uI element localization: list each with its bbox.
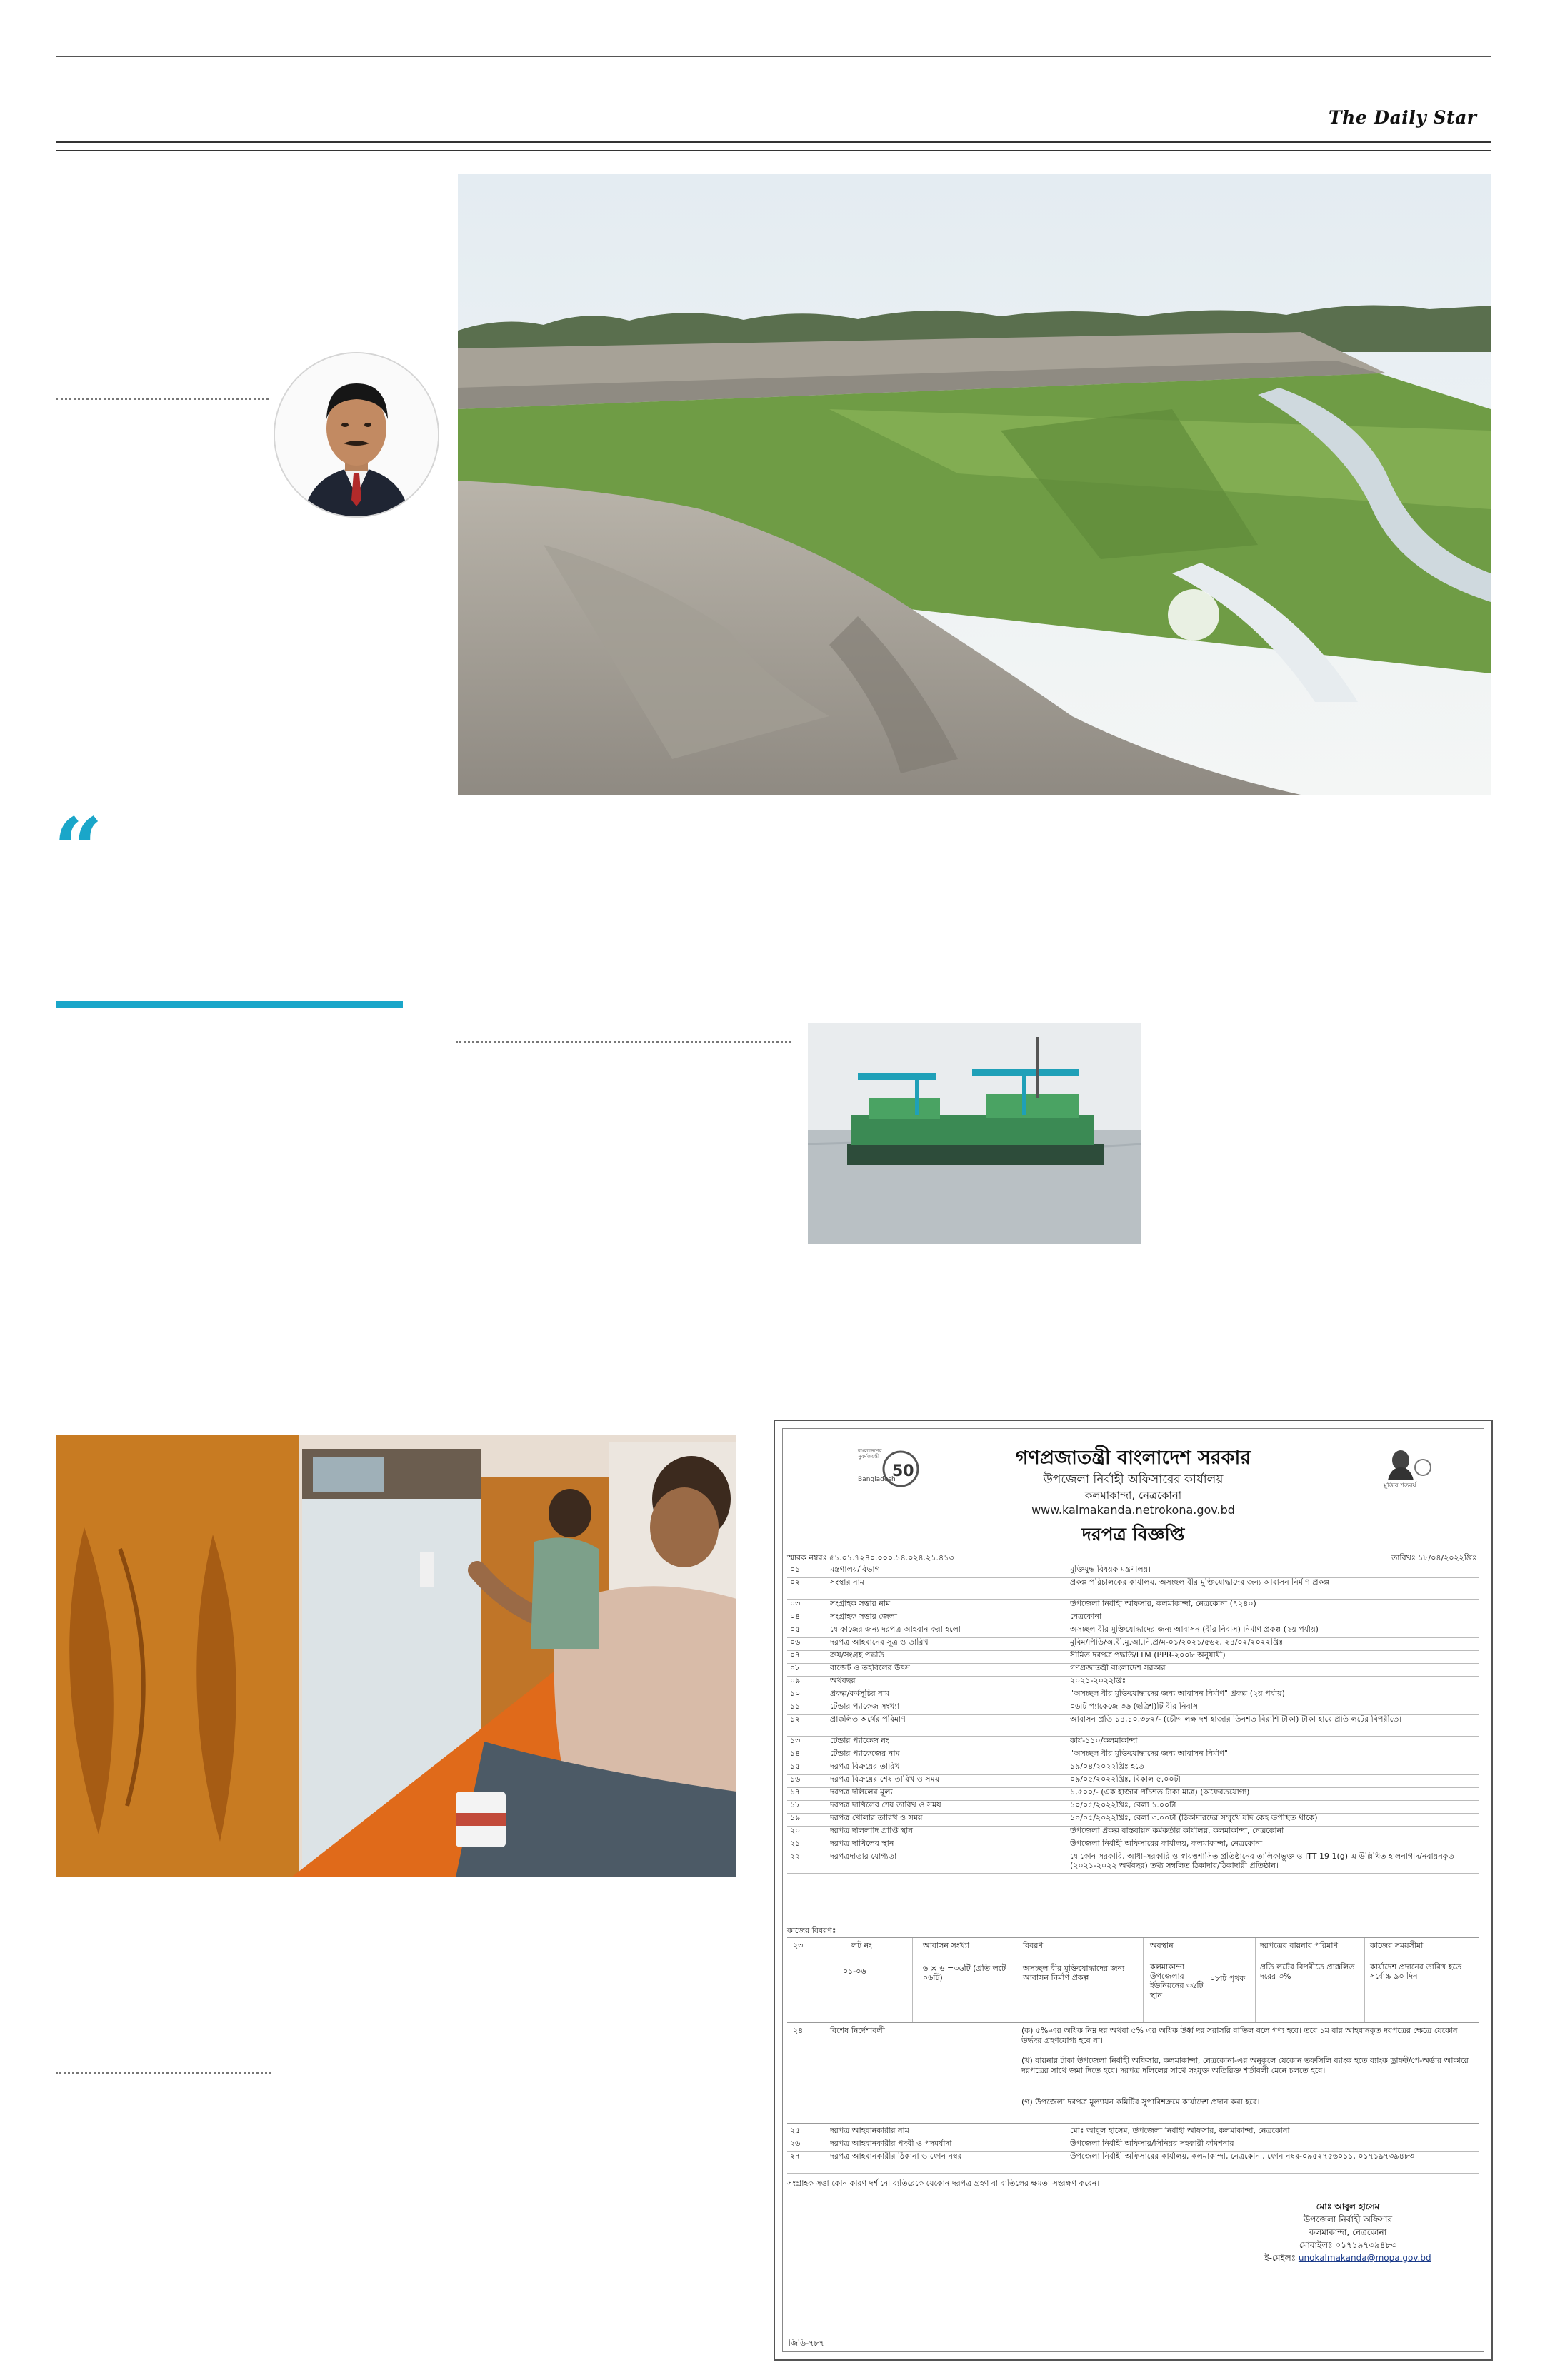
row-label: টেন্ডার প্যাকেজের নাম <box>830 1749 900 1758</box>
row-value: মুবিম/পিডি/অ.বী.মু.আ.নি.প্র/ম-০১/২০২১/৫৬২, ২৪/০২/২০২২খ্রিঃ <box>1070 1638 1284 1647</box>
notice-row <box>787 1625 1479 1638</box>
embankment-field-photo <box>458 174 1491 795</box>
header-double-rule <box>56 141 1491 151</box>
row-value: উপজেলা নির্বাহী অফিসারের কার্যালয়, কলমাকান্দা, নেত্রকোনা, ফোন নম্বর-০৯৫২৭৫৬০১১, ০১৭১৯৭৩৯৪৮৩ <box>1070 2152 1414 2161</box>
notice-row <box>787 1852 1479 1874</box>
row-value: মোঃ আবুল হাসেম, উপজেলা নির্বাহী অফিসার, কলমাকান্দা, নেত্রকোনা <box>1070 2127 1290 2135</box>
row-number: ২২ <box>790 1852 801 1861</box>
notice-website-link[interactable]: www.kalmakanda.netrokona.gov.bd <box>1031 1503 1235 1517</box>
row-number: ০৮ <box>790 1664 801 1672</box>
row-number: ২৭ <box>790 2152 801 2161</box>
notice-title: গণপ্রজাতন্ত্রী বাংলাদেশ সরকার <box>1015 1447 1251 1469</box>
row-number: ২০ <box>790 1827 801 1835</box>
row-label: সংগ্রাহক সত্তার নাম <box>830 1600 891 1608</box>
anniversary-caption: বাংলাদেশের সুবর্ণজয়ন্তী <box>858 1448 882 1460</box>
row-number: ১৯ <box>790 1814 801 1822</box>
work-earnest: প্রতি লটের বিপরীতে প্রাক্কলিত দরের ৩% <box>1260 1962 1355 1982</box>
signatory-title: উপজেলা নির্বাহী অফিসার <box>1303 2214 1393 2224</box>
notice-row <box>787 1599 1479 1612</box>
dredger-photo <box>808 1023 1141 1244</box>
notice-tail-row <box>787 2126 1479 2139</box>
row-label: সংস্থার নাম <box>830 1578 864 1587</box>
row-value: ১৯/০৪/২০২২খ্রিঃ হতে <box>1070 1762 1144 1771</box>
row-label: দরপত্রদাতার যোগ্যতা <box>830 1852 897 1861</box>
row-number: ০৫ <box>790 1625 801 1634</box>
special-label: বিশেষ নির্দেশাবলী <box>830 2026 885 2035</box>
row-value: "অসচ্ছল বীর মুক্তিযোদ্ধাদের জন্য আবাসন নির্মাণ" প্রকল্প (২য় পর্যায়) <box>1070 1689 1285 1698</box>
dotted-divider <box>456 1041 791 1043</box>
row-number: ১৩ <box>790 1737 801 1745</box>
author-portrait <box>274 352 439 518</box>
notice-row <box>787 1565 1479 1578</box>
row-value: উপজেলা নির্বাহী অফিসার, কলমাকান্দা, নেত্রকোনা (৭২৪০) <box>1070 1600 1256 1608</box>
special-row-number: ২৪ <box>793 2026 804 2035</box>
notice-row <box>787 1839 1479 1852</box>
row-number: ০৯ <box>790 1677 801 1685</box>
row-number: ০১ <box>790 1565 801 1574</box>
row-value: ০৯/০৫/২০২২খ্রিঃ, বিকাল ৫.০০টা <box>1070 1775 1181 1784</box>
work-duration: কার্যাদেশ প্রদানের তারিখ হতে সর্বোচ্চ ৯০ দিন <box>1370 1962 1462 1982</box>
row-number: ০৩ <box>790 1600 801 1608</box>
row-label: দরপত্র আহবানকারীর ঠিকানা ও ফোন নম্বর <box>830 2152 962 2161</box>
notice-row <box>787 1612 1479 1625</box>
row-label: দরপত্র বিক্রয়ের তারিখ <box>830 1762 900 1771</box>
row-label: প্রাক্কলিত অর্থের পরিমাণ <box>830 1715 906 1724</box>
notice-row <box>787 1813 1479 1827</box>
row-value: যে কোন সরকারি, আধা-সরকারি ও স্বায়ত্তশাসিত প্রতিষ্ঠানের তালিকাভুক্ত ও ITT 19 1(g) এ উল্লিখিত হালনাগাদ/নবায়নকৃত (২০২১-২০২২ অর্থবছর) তথ্য সম্বলিত ঠিকাদার/ঠিকাদারী প্রতিষ্ঠান। <box>1070 1852 1454 1870</box>
row-label: টেন্ডার প্যাকেজ নং <box>830 1737 889 1745</box>
signatory-mobile: মোবাইলঃ ০১৭১৯৭৩৯৪৮৩ <box>1299 2240 1397 2250</box>
row-label: দরপত্র দাখিলের শেষ তারিখ ও সময় <box>830 1801 941 1809</box>
anniversary-logo-text: Bangladesh <box>858 1476 896 1483</box>
notice-row <box>787 1774 1479 1788</box>
row-number: ১৬ <box>790 1775 801 1784</box>
notice-heading: দরপত্র বিজ্ঞপ্তি <box>1081 1524 1185 1545</box>
row-label: মন্ত্রণালয়/বিভাগ <box>830 1565 880 1574</box>
work-description: অসচ্ছল বীর মুক্তিযোদ্ধাদের জন্য আবাসন নির্মাণ প্রকল্প <box>1023 1964 1125 1983</box>
notice-row <box>787 1676 1479 1689</box>
email-label: ই-মেইলঃ <box>1264 2253 1296 2263</box>
row-label: দরপত্র বিক্রয়ের শেষ তারিখ ও সময় <box>830 1775 940 1784</box>
signature-block <box>1255 2200 1441 2264</box>
signatory-email-link[interactable]: unokalmakanda@mopa.gov.bd <box>1298 2253 1431 2263</box>
row-value: সীমিত দরপত্র পদ্ধতি/LTM (PPR-২০০৮ অনুযায়ী) <box>1070 1651 1226 1660</box>
row-label: দরপত্র খোলার তারিখ ও সময় <box>830 1814 923 1822</box>
notice-tail-row <box>787 2139 1479 2152</box>
row-label: টেন্ডার প্যাকেজ সংখ্যা <box>830 1702 899 1711</box>
row-value: ১,৫০০/- (এক হাজার পাঁচশত টাকা মাত্র) (অফেরতযোগ্য) <box>1070 1788 1250 1797</box>
pull-quote-icon: “ <box>54 799 104 900</box>
notice-row <box>787 1787 1479 1801</box>
notice-row <box>787 1663 1479 1677</box>
notice-row <box>787 1714 1479 1737</box>
special-line-b: (খ) বায়নার টাকা উপজেলা নির্বাহী অফিসার, কলমাকান্দা, নেত্রকোনা-এর অনুকূলে যেকোন তফসিলি ব্যাংক হতে ব্যাংক ড্রাফট/পে-অর্ডার আকারে দরপত্রের সাথে জমা দিতে হবে। দরপত্র দলিলের সাথে সংযুক্ত অতিরিক্ত শর্তাবলী মেনে চলতে হবে। <box>1021 2056 1469 2075</box>
row-label: দরপত্র দলিলাদি প্রাপ্তি স্থান <box>830 1827 913 1835</box>
work-location-count: ০৮টি পৃথক <box>1210 1974 1246 1983</box>
work-units: ৬ × ৬ =৩৬টি (প্রতি লটে ০৬টি) <box>923 1964 1006 1983</box>
row-label: দরপত্র দাখিলের স্থান <box>830 1839 894 1848</box>
notice-row <box>787 1736 1479 1749</box>
row-label: সংগ্রাহক সত্তার জেলা <box>830 1612 897 1621</box>
work-section-label: কাজের বিবরণঃ <box>787 1926 836 1935</box>
row-number: ২৫ <box>790 2127 801 2135</box>
special-line-c: (গ) উপজেলা দরপত্র মূল্যায়ন কমিটির সুপারিশক্রমে কার্যাদেশ প্রদান করা হবে। <box>1021 2097 1260 2107</box>
notice-row <box>787 1689 1479 1702</box>
reference-code: জিডি-৭৮৭ <box>789 2339 824 2348</box>
row-number: ২১ <box>790 1839 801 1848</box>
row-number: ১৫ <box>790 1762 801 1771</box>
memo-number: স্মারক নম্বরঃ ৫১.০১.৭২৪০.০০০.১৪.০২৪.২১.৪১৩ <box>787 1553 954 1562</box>
row-label: দরপত্র আহবানের সূত্র ও তারিখ <box>830 1638 929 1647</box>
row-label: দরপত্র দলিলের মূল্য <box>830 1788 893 1797</box>
row-label: যে কাজের জন্য দরপত্র আহবান করা হলো <box>830 1625 961 1634</box>
row-number: ১১ <box>790 1702 801 1711</box>
row-label: প্রকল্প/কর্মসূচির নাম <box>830 1689 890 1698</box>
notice-footnote: সংগ্রাহক সত্তা কোন কারণ দর্শানো ব্যতিরেকে যেকোন দরপত্র গ্রহণ বা বাতিলের ক্ষমতা সংরক্ষণ করেন। <box>787 2179 1100 2188</box>
notice-frame <box>782 1428 1484 2352</box>
row-value: "অসচ্ছল বীর মুক্তিযোদ্ধাদের জন্য আবাসন নির্মাণ" <box>1070 1749 1228 1758</box>
notice-row <box>787 1762 1479 1775</box>
row-value: উপজেলা প্রকল্প বাস্তবায়ন কর্মকর্তার কার্যালয়, কলমাকান্দা, নেত্রকোনা <box>1070 1827 1284 1835</box>
row-number: ১৪ <box>790 1749 801 1758</box>
row-value: মুক্তিযুদ্ধ বিষয়ক মন্ত্রণালয়। <box>1070 1565 1151 1574</box>
special-instructions <box>787 2023 1479 2124</box>
mujib-logo-text: মুজিব শতবর্ষ <box>1384 1482 1416 1490</box>
painter-photo <box>56 1435 736 1877</box>
dotted-divider <box>56 2072 271 2074</box>
work-header-desc: বিবরণ <box>1023 1941 1044 1950</box>
notice-row <box>787 1749 1479 1762</box>
row-label: ক্রয়/সংগ্রহ পদ্ধতি <box>830 1651 884 1660</box>
notice-row <box>787 1800 1479 1814</box>
masthead-logo: The Daily Star <box>1329 107 1477 128</box>
dotted-divider <box>56 398 269 400</box>
notice-location: কলমাকান্দা, নেত্রকোনা <box>1084 1489 1182 1502</box>
work-location: কলমাকান্দা উপজেলার ইউনিয়নের ৩৬টি স্থান <box>1150 1962 1204 2000</box>
row-number: ০৪ <box>790 1612 801 1621</box>
row-number: ০২ <box>790 1578 801 1587</box>
row-number: ০৭ <box>790 1651 801 1660</box>
work-lot: ০১-০৬ <box>843 1967 866 1976</box>
signatory-place: কলমাকান্দা, নেত্রকোনা <box>1309 2227 1387 2237</box>
notice-row <box>787 1577 1479 1600</box>
row-value: প্রকল্প পরিচালকের কার্যালয়, অসচ্ছল বীর মুক্তিযোদ্ধাদের জন্য আবাসন নির্মাণ প্রকল্প <box>1070 1578 1330 1587</box>
notice-row <box>787 1637 1479 1651</box>
notice-row <box>787 1702 1479 1715</box>
row-value: গণপ্রজাতন্ত্রী বাংলাদেশ সরকার <box>1070 1664 1166 1672</box>
work-row-number: ২৩ <box>793 1941 804 1950</box>
special-line-a: (ক) ৫%-এর অধিক নিম্ন দর অথবা ৫% এর অধিক উর্ধ্ব দর সরাসরি বাতিল বলে গণ্য হবে। তবে ১ম বার আহবানকৃত দরপত্রের ক্ষেত্রে যেকোন উর্দ্ধদর গ্রহণযোগ্য হবে না। <box>1021 2026 1458 2045</box>
work-table <box>787 1937 1479 2023</box>
work-header-duration: কাজের সময়সীমা <box>1370 1941 1424 1950</box>
row-label: দরপত্র আহবানকারীর নাম <box>830 2127 909 2135</box>
row-value: ২০২১-২০২২খ্রিঃ <box>1070 1677 1126 1685</box>
row-value: কার্য-১১০/কলমাকান্দা <box>1070 1737 1138 1745</box>
tender-notice <box>774 1420 1493 2361</box>
row-number: ০৬ <box>790 1638 801 1647</box>
row-value: ০৬টি প্যাকেজে ৩৬ (ছত্রিশ)টি বীর নিবাস <box>1070 1702 1199 1711</box>
accent-bar <box>56 1001 403 1008</box>
row-number: ১৮ <box>790 1801 801 1809</box>
row-value: নেত্রকোনা <box>1070 1612 1102 1621</box>
row-value: ১০/০৫/২০২২খ্রিঃ, বেলা ৩.০০টা (ঠিকাদারদের সম্মুখে যদি কেহ উপস্থিত থাকে) <box>1070 1814 1318 1822</box>
row-value: ১০/০৫/২০২২খ্রিঃ, বেলা ১.০০টা <box>1070 1801 1176 1809</box>
anniversary-number: 50 <box>892 1462 914 1480</box>
row-label: অর্থবছর <box>830 1677 856 1685</box>
row-number: ১২ <box>790 1715 801 1724</box>
work-header-lot: লট নং <box>851 1941 872 1950</box>
work-header-earnest: দরপত্রের বায়নার পরিমাণ <box>1260 1941 1339 1950</box>
row-number: ২৬ <box>790 2139 801 2148</box>
work-header-location: অবস্থান <box>1150 1941 1174 1950</box>
row-number: ১৭ <box>790 1788 801 1797</box>
notice-tail-row <box>787 2151 1479 2174</box>
row-value: উপজেলা নির্বাহী অফিসার/সিনিয়র সহকারী কমিশনার <box>1070 2139 1234 2148</box>
row-value: অসচ্ছল বীর মুক্তিযোদ্ধাদের জন্য আবাসন (বীর নিবাস) নির্মাণ প্রকল্প (২য় পর্যায়) <box>1070 1625 1319 1634</box>
row-label: বাজেট ও তহবিলের উৎস <box>830 1664 910 1672</box>
work-header-units: আবাসন সংখ্যা <box>923 1941 970 1950</box>
notice-office: উপজেলা নির্বাহী অফিসারের কার্যালয় <box>1043 1472 1224 1487</box>
row-value: উপজেলা নির্বাহী অফিসারের কার্যালয়, কলমাকান্দা, নেত্রকোনা <box>1070 1839 1263 1848</box>
row-value: আবাসন প্রতি ১৪,১০,৩৮২/- (চৌদ্দ লক্ষ দশ হাজার তিনশত বিরাশি টাকা) টাকা হারে প্রতি লটের বিপরীতে। <box>1070 1715 1402 1724</box>
notice-date: তারিখঃ ১৮/০৪/২০২২খ্রিঃ <box>1391 1553 1476 1562</box>
notice-row <box>787 1826 1479 1839</box>
notice-row <box>787 1650 1479 1664</box>
row-number: ১০ <box>790 1689 801 1698</box>
row-label: দরপত্র আহবানকারীর পদবী ও পদমর্যাদা <box>830 2139 952 2148</box>
top-rule <box>56 56 1491 57</box>
signatory-name: মোঃ আবুল হাসেম <box>1316 2201 1380 2211</box>
